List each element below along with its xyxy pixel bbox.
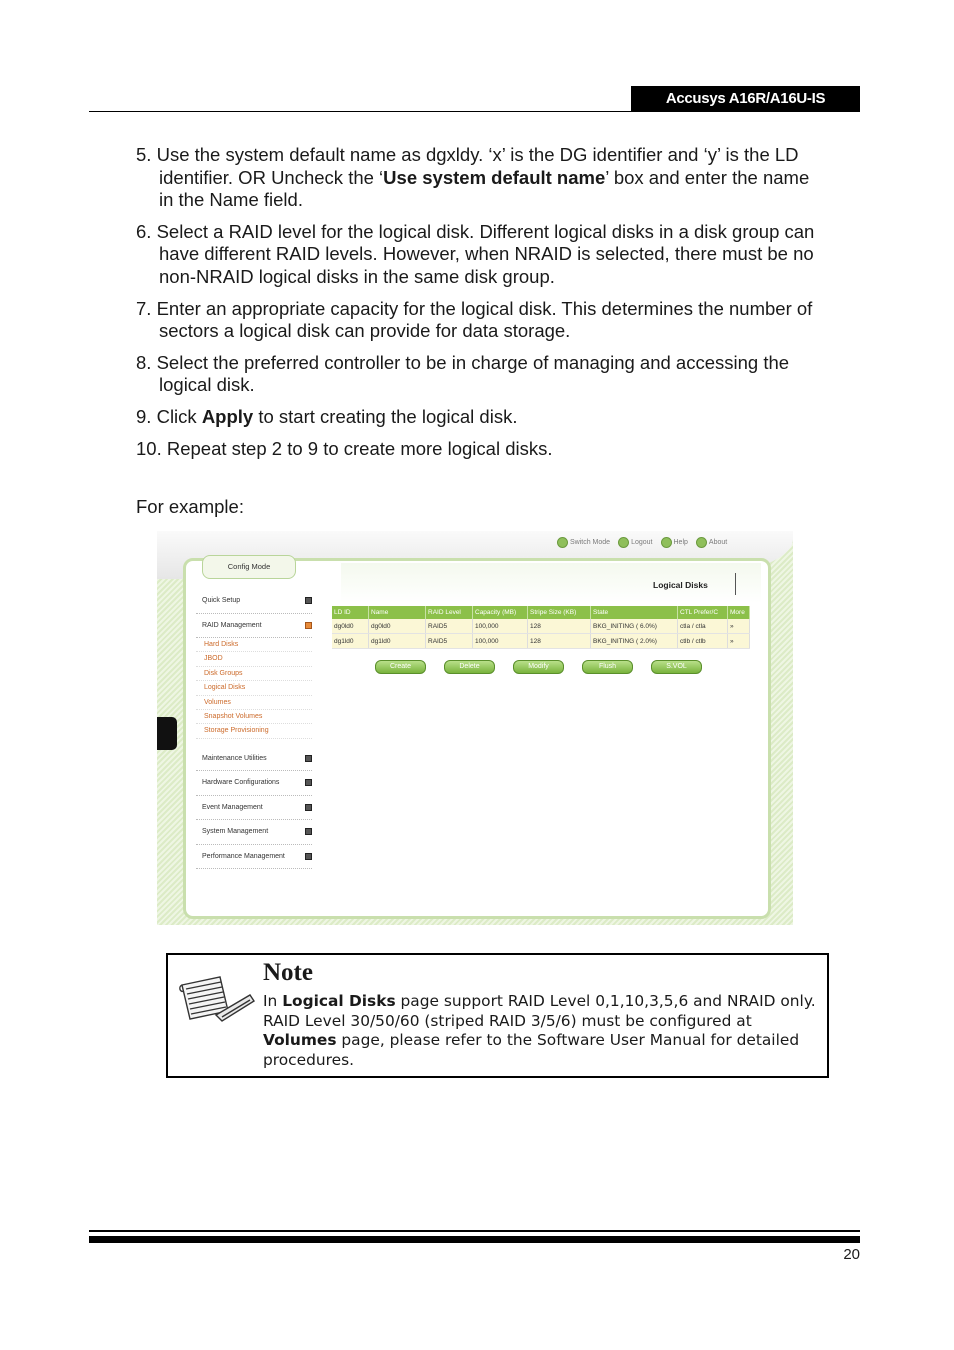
sidebar-item-maintenance[interactable]: Maintenance Utilities [196,747,312,772]
expand-icon [305,779,312,786]
expand-icon [305,755,312,762]
more-link[interactable]: » [728,619,750,634]
about-link[interactable]: About [696,537,727,548]
delete-button[interactable]: Delete [444,660,495,674]
sidebar-sub-logical-disks[interactable]: Logical Disks [196,681,312,695]
col-ld-id[interactable]: LD ID [332,606,369,619]
title-divider [735,573,736,595]
for-example-label: For example: [136,496,244,517]
note-box [166,953,829,1078]
sidebar-item-event[interactable]: Event Management [196,796,312,821]
top-links [557,537,727,548]
logical-disks-table [332,606,750,649]
col-more[interactable]: More [728,606,750,619]
step-8: 8. Select the preferred controller to be in charge of managing and accessing the logical disk. [136,351,790,396]
footer-rule-thin [89,1230,860,1232]
table-header-row [332,606,750,619]
svol-button[interactable]: S.VOL [651,660,702,674]
sidebar-item-quick-setup[interactable]: Quick Setup [196,589,312,614]
header-product-badge: Accusys A16R/A16U-IS [631,86,860,112]
footer-rule-thick [89,1236,860,1243]
page-title: Logical Disks [653,580,708,590]
table-row[interactable]: dg1ld0 dg1ld0 RAID5 100,000 128 BKG_INITING ( 2.0%) ctlb / ctlb » [332,634,750,649]
sidebar-sub-storage-provisioning[interactable]: Storage Provisioning [196,724,312,738]
logout-link[interactable]: Logout [618,537,652,548]
col-stripe-size[interactable]: Stripe Size (KB) [528,606,591,619]
modify-button[interactable]: Modify [513,660,564,674]
sidebar-menu [196,589,312,869]
logical-disks-screenshot [157,531,793,925]
sidebar-item-raid-management[interactable]: RAID Management [196,614,312,639]
note-text: In Logical Disks page support RAID Level 0,1,10,3,5,6 and NRAID only. RAID Level 30/50/60 (striped RAID 3/5/6) must be configured at Volumes page, please refer to the Software User Manual for detailed procedures. [263,992,816,1069]
expand-icon [305,804,312,811]
help-link[interactable]: Help [661,537,688,548]
sidebar-sub-snapshot-volumes[interactable]: Snapshot Volumes [196,710,312,724]
notepad-icon [176,965,256,1027]
col-state[interactable]: State [591,606,678,619]
sidebar-item-hardware[interactable]: Hardware Configurations [196,771,312,796]
flush-button[interactable]: Flush [582,660,633,674]
more-link[interactable]: » [728,634,750,649]
step-6: 6. Select a RAID level for the logical disk. Different logical disks in a disk group can have different RAID levels. However, when NRAID is selected, there must be no non-NRAID logical disks in the same disk group. [136,220,815,287]
header-rule [89,111,860,112]
help-icon [661,537,672,548]
expand-icon [305,597,312,604]
side-handle-icon[interactable] [157,717,177,750]
config-mode-tab[interactable]: Config Mode [202,555,296,579]
steps-list [136,144,826,469]
sidebar-sub-hard-disks[interactable]: Hard Disks [196,638,312,652]
expand-icon [305,853,312,860]
sidebar-sub-volumes[interactable]: Volumes [196,696,312,710]
sidebar-item-system[interactable]: System Management [196,820,312,845]
about-icon [696,537,707,548]
table-row[interactable]: dg0ld0 dg0ld0 RAID5 100,000 128 BKG_INITING ( 6.0%) ctla / ctla » [332,619,750,634]
page-number: 20 [843,1246,860,1263]
sidebar-item-performance[interactable]: Performance Management [196,845,312,870]
logout-icon [618,537,629,548]
step-10: 10. Repeat step 2 to 9 to create more logical disks. [136,437,553,459]
step-7: 7. Enter an appropriate capacity for the logical disk. This determines the number of sectors a logical disk can provide for data storage. [136,297,813,342]
step-5: 5. Use the system default name as dgxldy. ‘x’ is the DG identifier and ‘y’ is the LD identifier. OR Uncheck the ‘Use system default name’ box and enter the name in the Name field. [136,144,810,211]
note-title: Note [263,959,313,986]
action-buttons [375,660,702,674]
sidebar-sub-jbod[interactable]: JBOD [196,652,312,666]
step-9: 9. Click Apply to start creating the logical disk. [136,405,518,427]
expand-icon [305,622,312,629]
col-ctl-prefer[interactable]: CTL Prefer/C [678,606,728,619]
expand-icon [305,828,312,835]
sidebar-sub-disk-groups[interactable]: Disk Groups [196,667,312,681]
col-raid-level[interactable]: RAID Level [426,606,473,619]
col-name[interactable]: Name [369,606,426,619]
create-button[interactable]: Create [375,660,426,674]
col-capacity[interactable]: Capacity (MB) [473,606,528,619]
switch-mode-icon [557,537,568,548]
switch-mode-link[interactable]: Switch Mode [557,537,610,548]
